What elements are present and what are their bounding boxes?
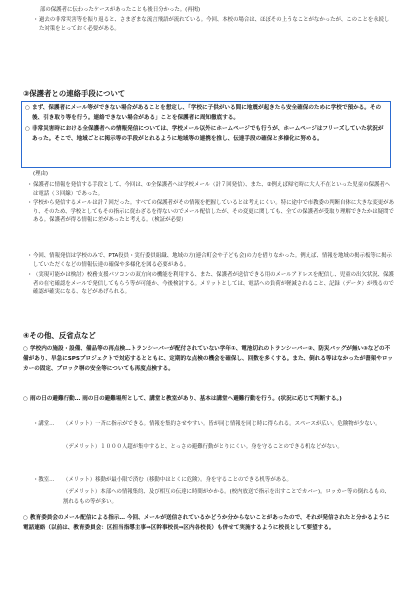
reason-item-2 bbox=[27, 199, 395, 225]
reason-item-3 bbox=[27, 252, 395, 269]
head-item-2 bbox=[23, 394, 395, 404]
reason-text: 学校から発信するメールは計７回だった。すべての保護者がその情報を把握しているとは考えにくい。特に途中で市教委の判断自体に大きな変更があり、そのため、学校としてもその指示に従わざるを得ないのでメール配信したが、その変更に関しても、全ての保護者が受取り理解できたかは疑問である。保護者が得る情報に差があったと考える。（検証が必要） bbox=[33, 200, 394, 224]
kyoshitsu-demerit: （デメリット）本部への情報集約、及び相互の伝達に時間がかかる。(校内放送で指示を出すことでカバー)。ロッカー等の倒れるもの、割れるもの等が多い。 bbox=[63, 489, 390, 505]
top-paragraph bbox=[33, 16, 393, 33]
bullet: ・ bbox=[27, 253, 33, 259]
kodo-label: ・講堂… bbox=[33, 421, 55, 427]
kodo-merit: （メリット）一斉に指示ができる。情報を集約させやすい。皆が同じ情報を同じ時に得られる。スペースが広い。危険物が少ない。 bbox=[63, 421, 381, 427]
circle-bullet-icon: ○ bbox=[25, 126, 30, 132]
head-item-3 bbox=[23, 513, 395, 533]
box-item-1 bbox=[25, 103, 387, 123]
circle-bullet-icon: ○ bbox=[25, 105, 30, 111]
top-line bbox=[40, 6, 400, 15]
box-item-text: 非常災害時における全保護者への情報発信については、学校メール以外にホームページでも行うが、ホームページはフリーズしていた状況があった。そこで、地域ごとに掲示等の手段がとれるように地域等の連携を推し、伝達手段の確保と多様化に努める。 bbox=[32, 126, 384, 142]
kodo-demerit: （デメリット）１０００人超が集中すると、とっさの避難行動がとりにくい。身を守ることのできる机などがない。 bbox=[63, 444, 343, 450]
head-text: 学校内の施設・設備、備品等の再点検…トランシーバーが配付されていない学年①、電池切れのトランシーバー②、防災バッグが無い③などの不備があり、早急にSPSプロジェクトで対応するとともに、定期的な点検の機会を確保し、回数を多くする。また、倒れる等はなかったが書架やロッカーの固定、ブロック塀の安全等についても再度点検する。 bbox=[23, 346, 393, 372]
top-paragraph-text: 過去の非常災害等を振り返ると、さまざまな流言飛語が流れている。今回、本校の場合は、ほぼその上うなことがなかったが、このことを永続した対策をとっておく必要がある。 bbox=[39, 17, 390, 32]
kyoshitsu-merit: （メリット）移動が最小限で済む（移動中はとくに危険）。身を守ることのできる机等がある。 bbox=[63, 477, 292, 483]
reason-text: 保護者に情報を発信する手段として、今回は、①全保護者へは学校メール（計７回発信）、また、②例えば帰宅時に大人不在といった児童の保護者へは電話（３回線）であった。 bbox=[33, 182, 391, 197]
kyoshitsu-label: ・教室… bbox=[33, 477, 55, 483]
circle-bullet-icon: ○ bbox=[23, 515, 28, 521]
bullet: ・ bbox=[27, 200, 33, 206]
section-4-title: ④その他、反省点など bbox=[23, 331, 96, 340]
box-item-2 bbox=[25, 124, 387, 144]
highlight-box bbox=[21, 101, 391, 168]
reason-item-4 bbox=[27, 271, 395, 297]
circle-bullet-icon: ○ bbox=[23, 396, 28, 402]
section-3-title: ③保護者との連絡手段について bbox=[23, 89, 126, 98]
bullet: ・ bbox=[33, 17, 39, 23]
bullet: ・ bbox=[27, 272, 33, 278]
reason-text: （実現可能かは検討）校務支援パソコンの双方向の機能を利用する、また、保護者が送信できる用のメールアドレスを配信し、児童の出欠状況、保護者の在宅確認をメールで発信してもらう等が可能か、今後検討する。メリットとしては、電話への負荷が軽減されること、記録（データ）が残るので確認が確実になる、などがあげられる。 bbox=[33, 272, 394, 296]
reason-label: (理由) bbox=[33, 171, 48, 177]
reason-item-1 bbox=[27, 181, 395, 198]
bullet: ・ bbox=[27, 182, 33, 188]
box-item-text: まず、保護者にメール等ができない場合があることを想定し、「学校に子供がいる間に地震が起きたら安全確保のために学校で預かる。その後、引き取り等を行う。連絡できない場合がある」ことを保護者に周知徹底する。 bbox=[32, 105, 382, 121]
head-text: 教育委員会のメール配信による指示… 今回、メールが送信されているかどうか分からないことがあったので、それが発信されたと分かるように電話連絡（以前は、教育委員会：区担当指導主事⇒区幹事校長⇒区内各校長）も併せて実施するように校長として要望する。 bbox=[23, 515, 390, 531]
head-text: 雨の日の避難行動… 雨の日の避難場所として、講堂と教室があり、基本は講堂へ避難行動を行う。(状況に応じて判断する。) bbox=[30, 396, 342, 402]
circle-bullet-icon: ○ bbox=[23, 346, 28, 352]
reason-text: 今回、情報発信は学校のみで、PTA役員・実行委員組織、地域の方(連合町会や子ども会)の力を借りなかった。例えば、情報を地域の掲示板等に掲示していただくなどの情報伝達の確保や多様化を図る必要がある。 bbox=[33, 253, 392, 268]
top-line-text: 部の保護者に伝わったケースがあったことも後日分かった。(再掲) bbox=[40, 7, 201, 13]
head-item-1 bbox=[23, 344, 395, 374]
